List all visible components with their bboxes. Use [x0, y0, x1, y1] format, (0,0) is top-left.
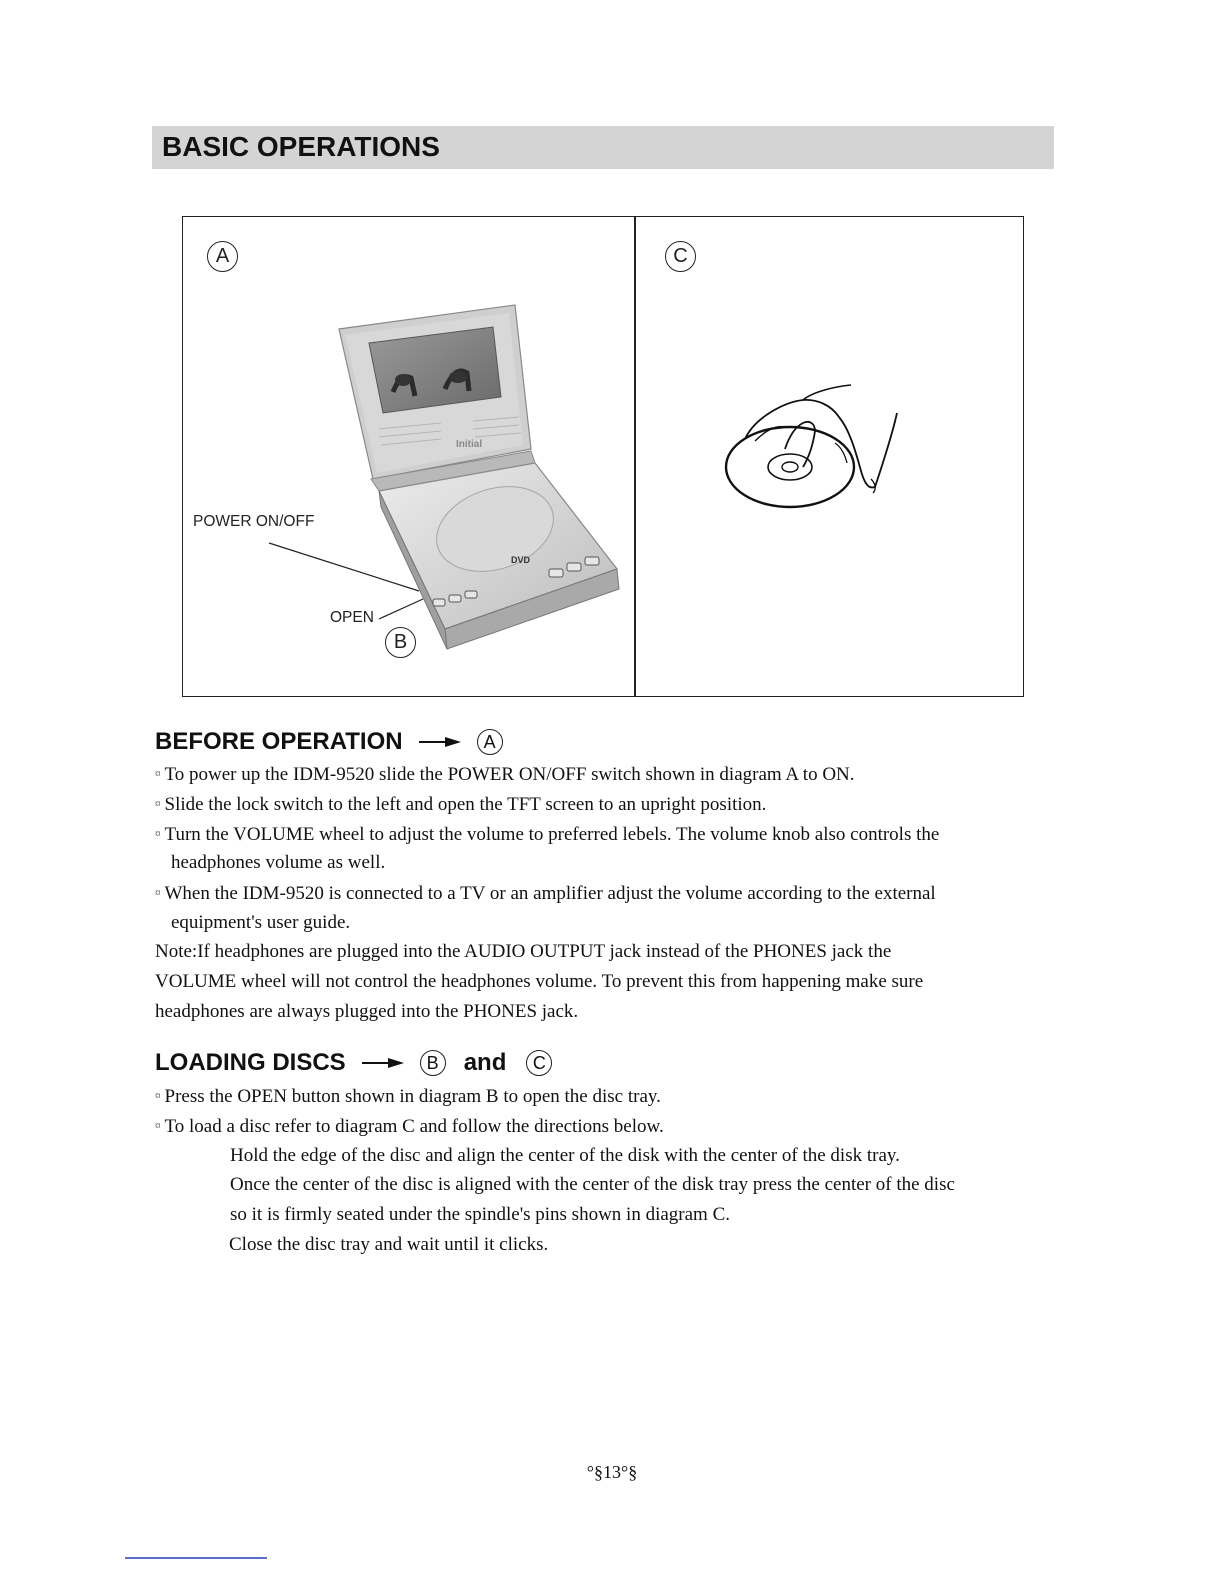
before-op-item: ¤ Slide the lock switch to the left and open the TFT screen to an upright position. — [155, 794, 767, 815]
diagram-c-marker: C — [665, 241, 696, 272]
bullet-icon: ¤ — [155, 887, 161, 899]
loading-discs-title: LOADING DISCS — [155, 1049, 346, 1076]
diagram-a-marker: A — [207, 241, 238, 272]
loading-item: ¤ To load a disc refer to diagram C and follow the directions below. — [155, 1116, 664, 1137]
disc-loading-illustration — [635, 217, 1024, 696]
loading-step: so it is firmly seated under the spindle's pins shown in diagram C. — [230, 1204, 731, 1225]
ref-c-marker: C — [526, 1050, 552, 1076]
page-number: °§13°§ — [586, 1462, 638, 1482]
arrow-right-icon — [419, 736, 461, 748]
before-op-item: ¤ Turn the VOLUME wheel to adjust the volume to preferred lebels. The volume knob also controls the — [155, 824, 940, 845]
arrow-right-icon — [362, 1057, 404, 1069]
dvd-player-illustration — [183, 217, 634, 696]
bullet-icon: ¤ — [155, 1090, 161, 1102]
loading-step: Once the center of the disc is aligned with the center of the disk tray press the center of the disc — [230, 1174, 955, 1195]
diagram-b-marker: B — [385, 627, 416, 658]
loading-discs-heading — [155, 1049, 552, 1077]
dvd-logo: DVD — [511, 555, 531, 565]
bullet-icon: ¤ — [155, 828, 161, 840]
ref-a-marker: A — [477, 729, 503, 755]
before-op-item: ¤ To power up the IDM-9520 slide the POWER ON/OFF switch shown in diagram A to ON. — [155, 764, 855, 785]
before-op-item-cont: headphones volume as well. — [171, 852, 386, 873]
bullet-icon: ¤ — [155, 768, 161, 780]
footer-rule — [125, 1557, 267, 1559]
note-line: VOLUME wheel will not control the headphones volume. To prevent this from happening make sure — [155, 971, 924, 992]
loading-step: Hold the edge of the disc and align the center of the disk with the center of the disk tray. — [230, 1145, 900, 1166]
before-operation-title: BEFORE OPERATION — [155, 728, 403, 755]
bullet-icon: ¤ — [155, 1120, 161, 1132]
note-line: headphones are always plugged into the PHONES jack. — [155, 1001, 579, 1022]
diagram-box — [182, 216, 1024, 697]
loading-step: Close the disc tray and wait until it clicks. — [229, 1234, 549, 1255]
page-title: BASIC OPERATIONS — [162, 131, 440, 162]
bullet-icon: ¤ — [155, 798, 161, 810]
note-line: Note:If headphones are plugged into the AUDIO OUTPUT jack instead of the PHONES jack the — [155, 941, 892, 962]
brand-logo: Initial — [456, 439, 483, 450]
before-op-item-cont: equipment's user guide. — [171, 912, 351, 933]
open-label: OPEN — [330, 609, 374, 626]
section-title-bar — [152, 126, 1054, 169]
before-op-item: ¤ When the IDM-9520 is connected to a TV or an amplifier adjust the volume according to the external — [155, 883, 936, 904]
ref-b-marker: B — [420, 1050, 446, 1076]
loading-item: ¤ Press the OPEN button shown in diagram B to open the disc tray. — [155, 1086, 661, 1107]
before-operation-heading — [155, 728, 503, 756]
power-onoff-label: POWER ON/OFF — [193, 513, 315, 530]
and-text: and — [463, 1049, 507, 1076]
